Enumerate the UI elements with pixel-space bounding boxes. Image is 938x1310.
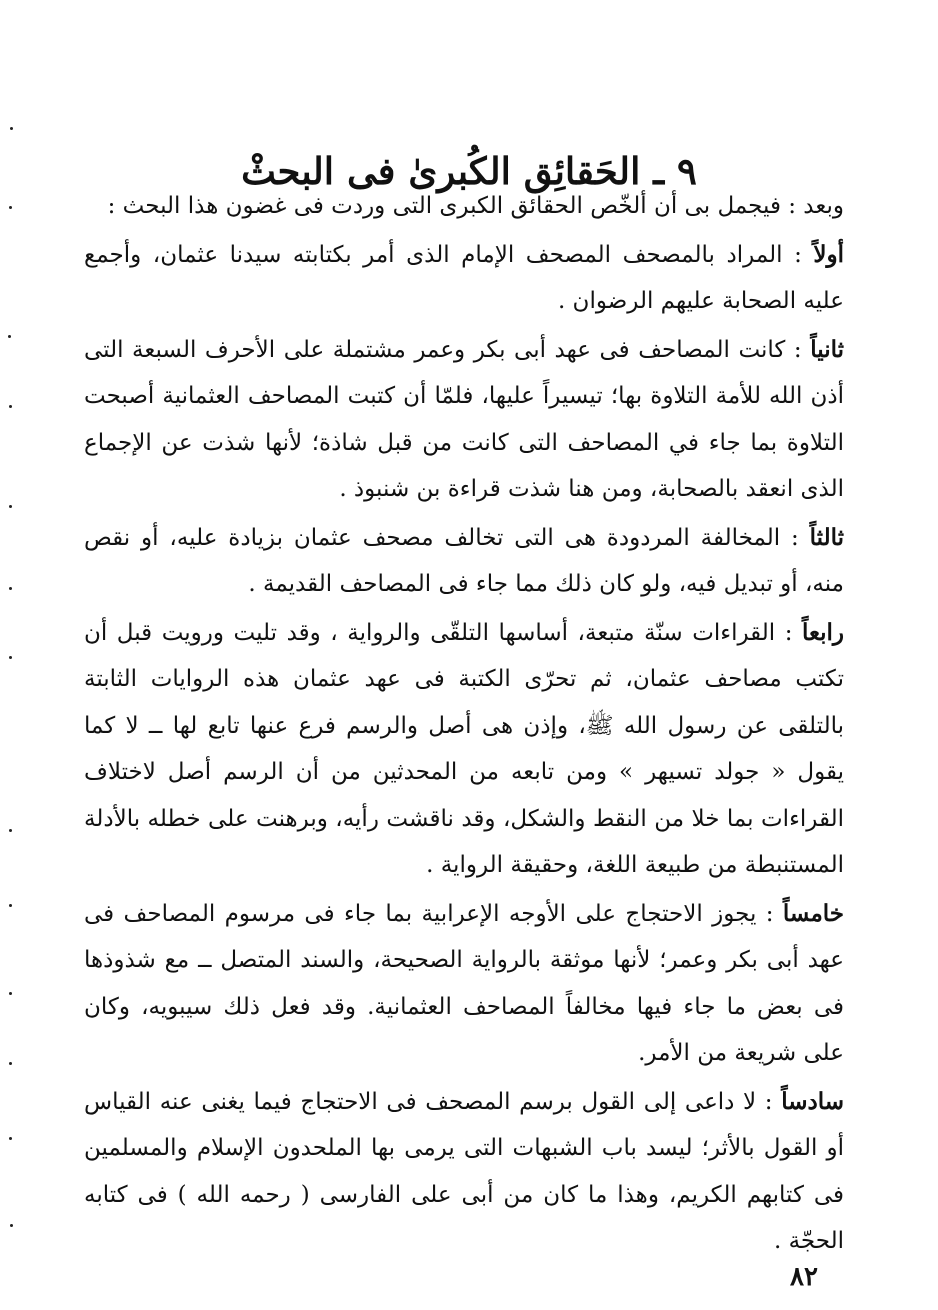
item-fourth	[84, 610, 844, 889]
scan-speck	[9, 1062, 12, 1065]
item-second	[84, 327, 844, 513]
scan-speck	[9, 206, 12, 209]
item-sixth	[84, 1079, 844, 1265]
scan-speck	[9, 505, 12, 508]
item-first	[84, 232, 844, 325]
scan-speck	[9, 904, 12, 907]
item-text: : لا داعى إلى القول برسم المصحف فى الاحتجاج فيما يغنى عنه القياس أو القول بالأثر؛ ليسد باب الشبهات التى يرمى بها الملحدون الإسلام والمسلمين فى كتابهم الكريم، وهذا ما كان من أبى على الفارسى ( رحمه الله ) فى كتابه الحجّة .	[84, 1088, 844, 1254]
item-fifth	[84, 891, 844, 1077]
scan-speck	[9, 1137, 12, 1140]
item-lead: رابعاً	[801, 618, 844, 646]
scan-speck	[9, 992, 12, 995]
item-lead: سادساً	[781, 1087, 844, 1115]
scan-speck	[9, 405, 12, 408]
scan-speck	[10, 1224, 13, 1227]
section-title: ٩ ـ الحَقائِق الكُبرىٰ فى البحثْ	[241, 148, 697, 193]
scan-speck	[8, 335, 11, 338]
item-text: : كانت المصاحف فى عهد أبى بكر وعمر مشتملة على الأحرف السبعة التى أذن الله للأمة التلاوة بها؛ تيسيراً عليها، فلمّا أن كتبت المصاحف العثمانية أصبحت التلاوة بما جاء في المصاحف التى كانت من قبل شاذة؛ لأنها شذت عن الإجماع الذى انعقد بالصحابة، ومن هنا شذت قراءة بن شنبوذ .	[84, 336, 844, 502]
item-third	[84, 515, 844, 608]
item-text: : المراد بالمصحف المصحف الإمام الذى أمر بكتابته سيدنا عثمان، وأجمع عليه الصحابة عليهم الرضوان .	[84, 241, 844, 314]
scan-speck	[9, 587, 12, 590]
item-text: : القراءات سنّة متبعة، أساسها التلقّى والرواية ، وقد تليت ورويت قبل أن تكتب مصاحف عثمان، ثم تحرّى الكتبة فى عهد عثمان هذه الروايات الثابتة بالتلقى عن رسول الله ﷺ، وإذن هى أصل والرسم فرع عنها تابع لها ــ لا كما يقول « جولد تسيهر » ومن تابعه من المحدثين من أن الرسم أصل لاختلاف القراءات بما خلا من النقط والشكل، وقد ناقشت رأيه، وبرهنت على خطله بالأدلة المستنبطة من طبيعة اللغة، وحقيقة الرواية .	[84, 619, 844, 878]
item-lead: ثانياً	[810, 335, 845, 363]
scan-speck	[9, 656, 12, 659]
item-text: : يجوز الاحتجاج على الأوجه الإعرابية بما جاء فى مرسوم المصاحف فى عهد أبى بكر وعمر؛ لأنها موثقة بالرواية الصحيحة، والسند المتصل ــ مع شذوذها فى بعض ما جاء فيها مخالفاً المصاحف العثمانية. وقد فعل ذلك سيبويه، وكان على شريعة من الأمر.	[84, 900, 844, 1066]
item-text: : المخالفة المردودة هى التى تخالف مصحف عثمان بزيادة عليه، أو نقص منه، أو تبديل فيه، ولو كان ذلك مما جاء فى المصاحف القديمة .	[84, 524, 844, 597]
scan-speck	[9, 829, 12, 832]
body-text	[84, 183, 844, 1267]
item-lead: خامساً	[782, 899, 844, 927]
item-lead: أولاً	[813, 240, 844, 268]
item-lead: ثالثاً	[809, 523, 844, 551]
scan-speck	[10, 127, 13, 130]
page-number: ٨٢	[790, 1262, 818, 1292]
intro-paragraph: وبعد : فيجمل بى أن ألخّص الحقائق الكبرى التى وردت فى غضون هذا البحث :	[107, 193, 844, 219]
